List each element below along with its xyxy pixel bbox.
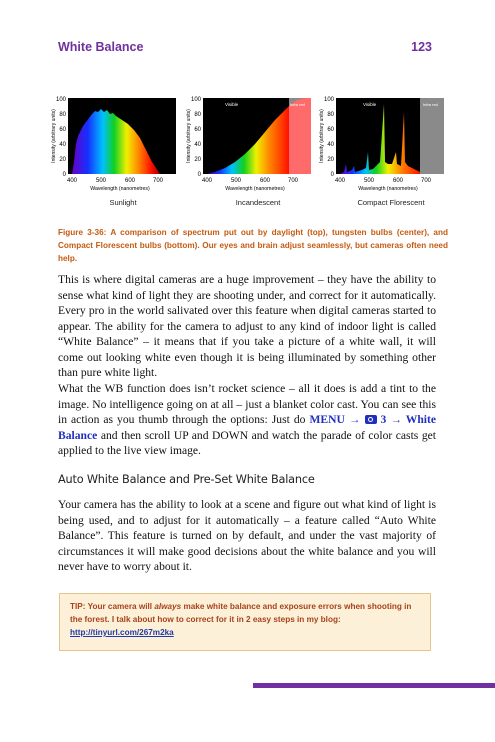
paragraph-wb-function — [58, 381, 436, 459]
y-tick-label: 80 — [59, 112, 66, 118]
x-tick-labels — [67, 178, 164, 184]
tip-emphasis: always — [154, 602, 182, 611]
infra-red-label: Infra red — [423, 102, 438, 107]
camera-icon — [365, 415, 377, 424]
x-tick-label: 700 — [420, 178, 432, 184]
paragraph-text: What the WB function does isn’t rocket science – all it does is add a tint to the image. No intelligence going on at all – just a blanket color cast. You can see this in action as you thumb through the options: Just do — [58, 382, 436, 426]
incandescent-spectrum-chart — [185, 92, 315, 197]
y-tick-label: 60 — [59, 127, 66, 133]
figure-caption-sunlight: Sunlight — [109, 198, 137, 207]
chapter-title: White Balance — [58, 40, 144, 54]
page-number: 123 — [411, 40, 432, 54]
cfl-spectrum-figure — [318, 92, 448, 207]
x-tick-labels — [202, 178, 299, 184]
x-tick-label: 400 — [201, 178, 213, 184]
x-tick-label: 600 — [392, 178, 404, 184]
sunlight-spectrum-figure — [50, 92, 180, 207]
tip-text: make white balance and exposure errors when shooting in the forest. I talk about how to correct for it in 2 easy steps in my blog: — [70, 602, 412, 624]
y-tick-label: 100 — [323, 97, 334, 103]
x-tick-label: 400 — [334, 178, 346, 184]
y-tick-label: 100 — [55, 97, 66, 103]
x-axis-label: Wavelength (nanometres) — [225, 186, 285, 192]
y-tick-label: 0 — [62, 172, 66, 178]
tip-box — [59, 593, 431, 651]
x-axis-label: Wavelength (nanometres) — [90, 186, 150, 192]
y-tick-labels — [324, 97, 335, 178]
y-tick-label: 0 — [197, 172, 201, 178]
y-tick-label: 40 — [327, 142, 334, 148]
y-tick-label: 60 — [194, 127, 201, 133]
x-tick-label: 700 — [287, 178, 299, 184]
x-tick-label: 500 — [95, 178, 107, 184]
x-tick-label: 500 — [230, 178, 242, 184]
y-tick-label: 100 — [190, 97, 201, 103]
paragraph-text: and then scroll UP and DOWN and watch the parade of color casts get applied to the live view image. — [58, 428, 436, 457]
x-tick-label: 700 — [152, 178, 164, 184]
running-header — [58, 40, 432, 58]
x-tick-label: 400 — [66, 178, 78, 184]
visible-label: Visible — [363, 102, 377, 107]
x-tick-label: 600 — [259, 178, 271, 184]
visible-label: Visible — [225, 102, 239, 107]
y-tick-label: 20 — [327, 157, 334, 163]
menu-label: MENU → — [309, 413, 365, 426]
footer-rule — [253, 683, 495, 688]
y-tick-labels — [56, 97, 67, 178]
y-tick-label: 40 — [194, 142, 201, 148]
y-axis-label: Intensity (arbitrary units) — [186, 109, 192, 163]
y-tick-labels — [191, 97, 202, 178]
figure-caption-cfl: Compact Florescent — [357, 198, 425, 207]
tip-label: TIP: — [70, 602, 86, 611]
x-axis-label: Wavelength (nanometres) — [358, 186, 418, 192]
y-tick-label: 40 — [59, 142, 66, 148]
x-tick-label: 600 — [124, 178, 136, 184]
menu-item: 3 → White Balance — [58, 413, 437, 442]
y-tick-label: 80 — [194, 112, 201, 118]
incandescent-spectrum-figure — [185, 92, 315, 207]
figure-caption: Figure 3-36: A comparison of spectrum put out by daylight (top), tungsten bulbs (center), and Compact Florescent bulbs (bottom). Our eyes and brain adjust seamlessly, but cameras often need help. — [58, 228, 448, 263]
x-tick-labels — [335, 178, 432, 184]
section-heading: Auto White Balance and Pre-Set White Balance — [58, 473, 315, 486]
tip-text: Your camera will — [85, 602, 155, 611]
figure-caption-incandescent: Incandescent — [235, 198, 281, 207]
spectrum-figures — [50, 92, 450, 212]
cfl-spectrum-chart — [318, 92, 448, 197]
sunlight-spectrum-chart — [50, 92, 180, 197]
x-tick-label: 500 — [363, 178, 375, 184]
y-tick-label: 20 — [59, 157, 66, 163]
y-tick-label: 80 — [327, 112, 334, 118]
y-axis-label: Intensity (arbitrary units) — [51, 109, 57, 163]
y-axis-label: Intensity (arbitrary units) — [319, 109, 325, 163]
y-tick-label: 60 — [327, 127, 334, 133]
infra-red-label: Infra red — [290, 102, 305, 107]
paragraph-auto-wb: Your camera has the ability to look at a scene and figure out what kind of light is being used, and to adjust for it automatically – a feature called “Auto White Balance”. This feature is turned on by default, and under the vast majority of circumstances it will make good decisions about the white balance and you will never have to worry about it. — [58, 498, 436, 573]
paragraph-intro: This is where digital cameras are a huge improvement – they have the ability to sense what kind of light they are shooting under, and correct for it automatically. Every pro in the world salivated over this feature when digital cameras started to appear. The ability for the camera to adjust to any kind of indoor light is called “White Balance” – it means that if you take a picture of a white wall, it will come out looking white even though it is being illuminated by something other than pure white light. — [58, 273, 436, 379]
y-tick-label: 20 — [194, 157, 201, 163]
blog-link[interactable]: http://tinyurl.com/267m2ka — [70, 628, 174, 637]
y-tick-label: 0 — [330, 172, 334, 178]
